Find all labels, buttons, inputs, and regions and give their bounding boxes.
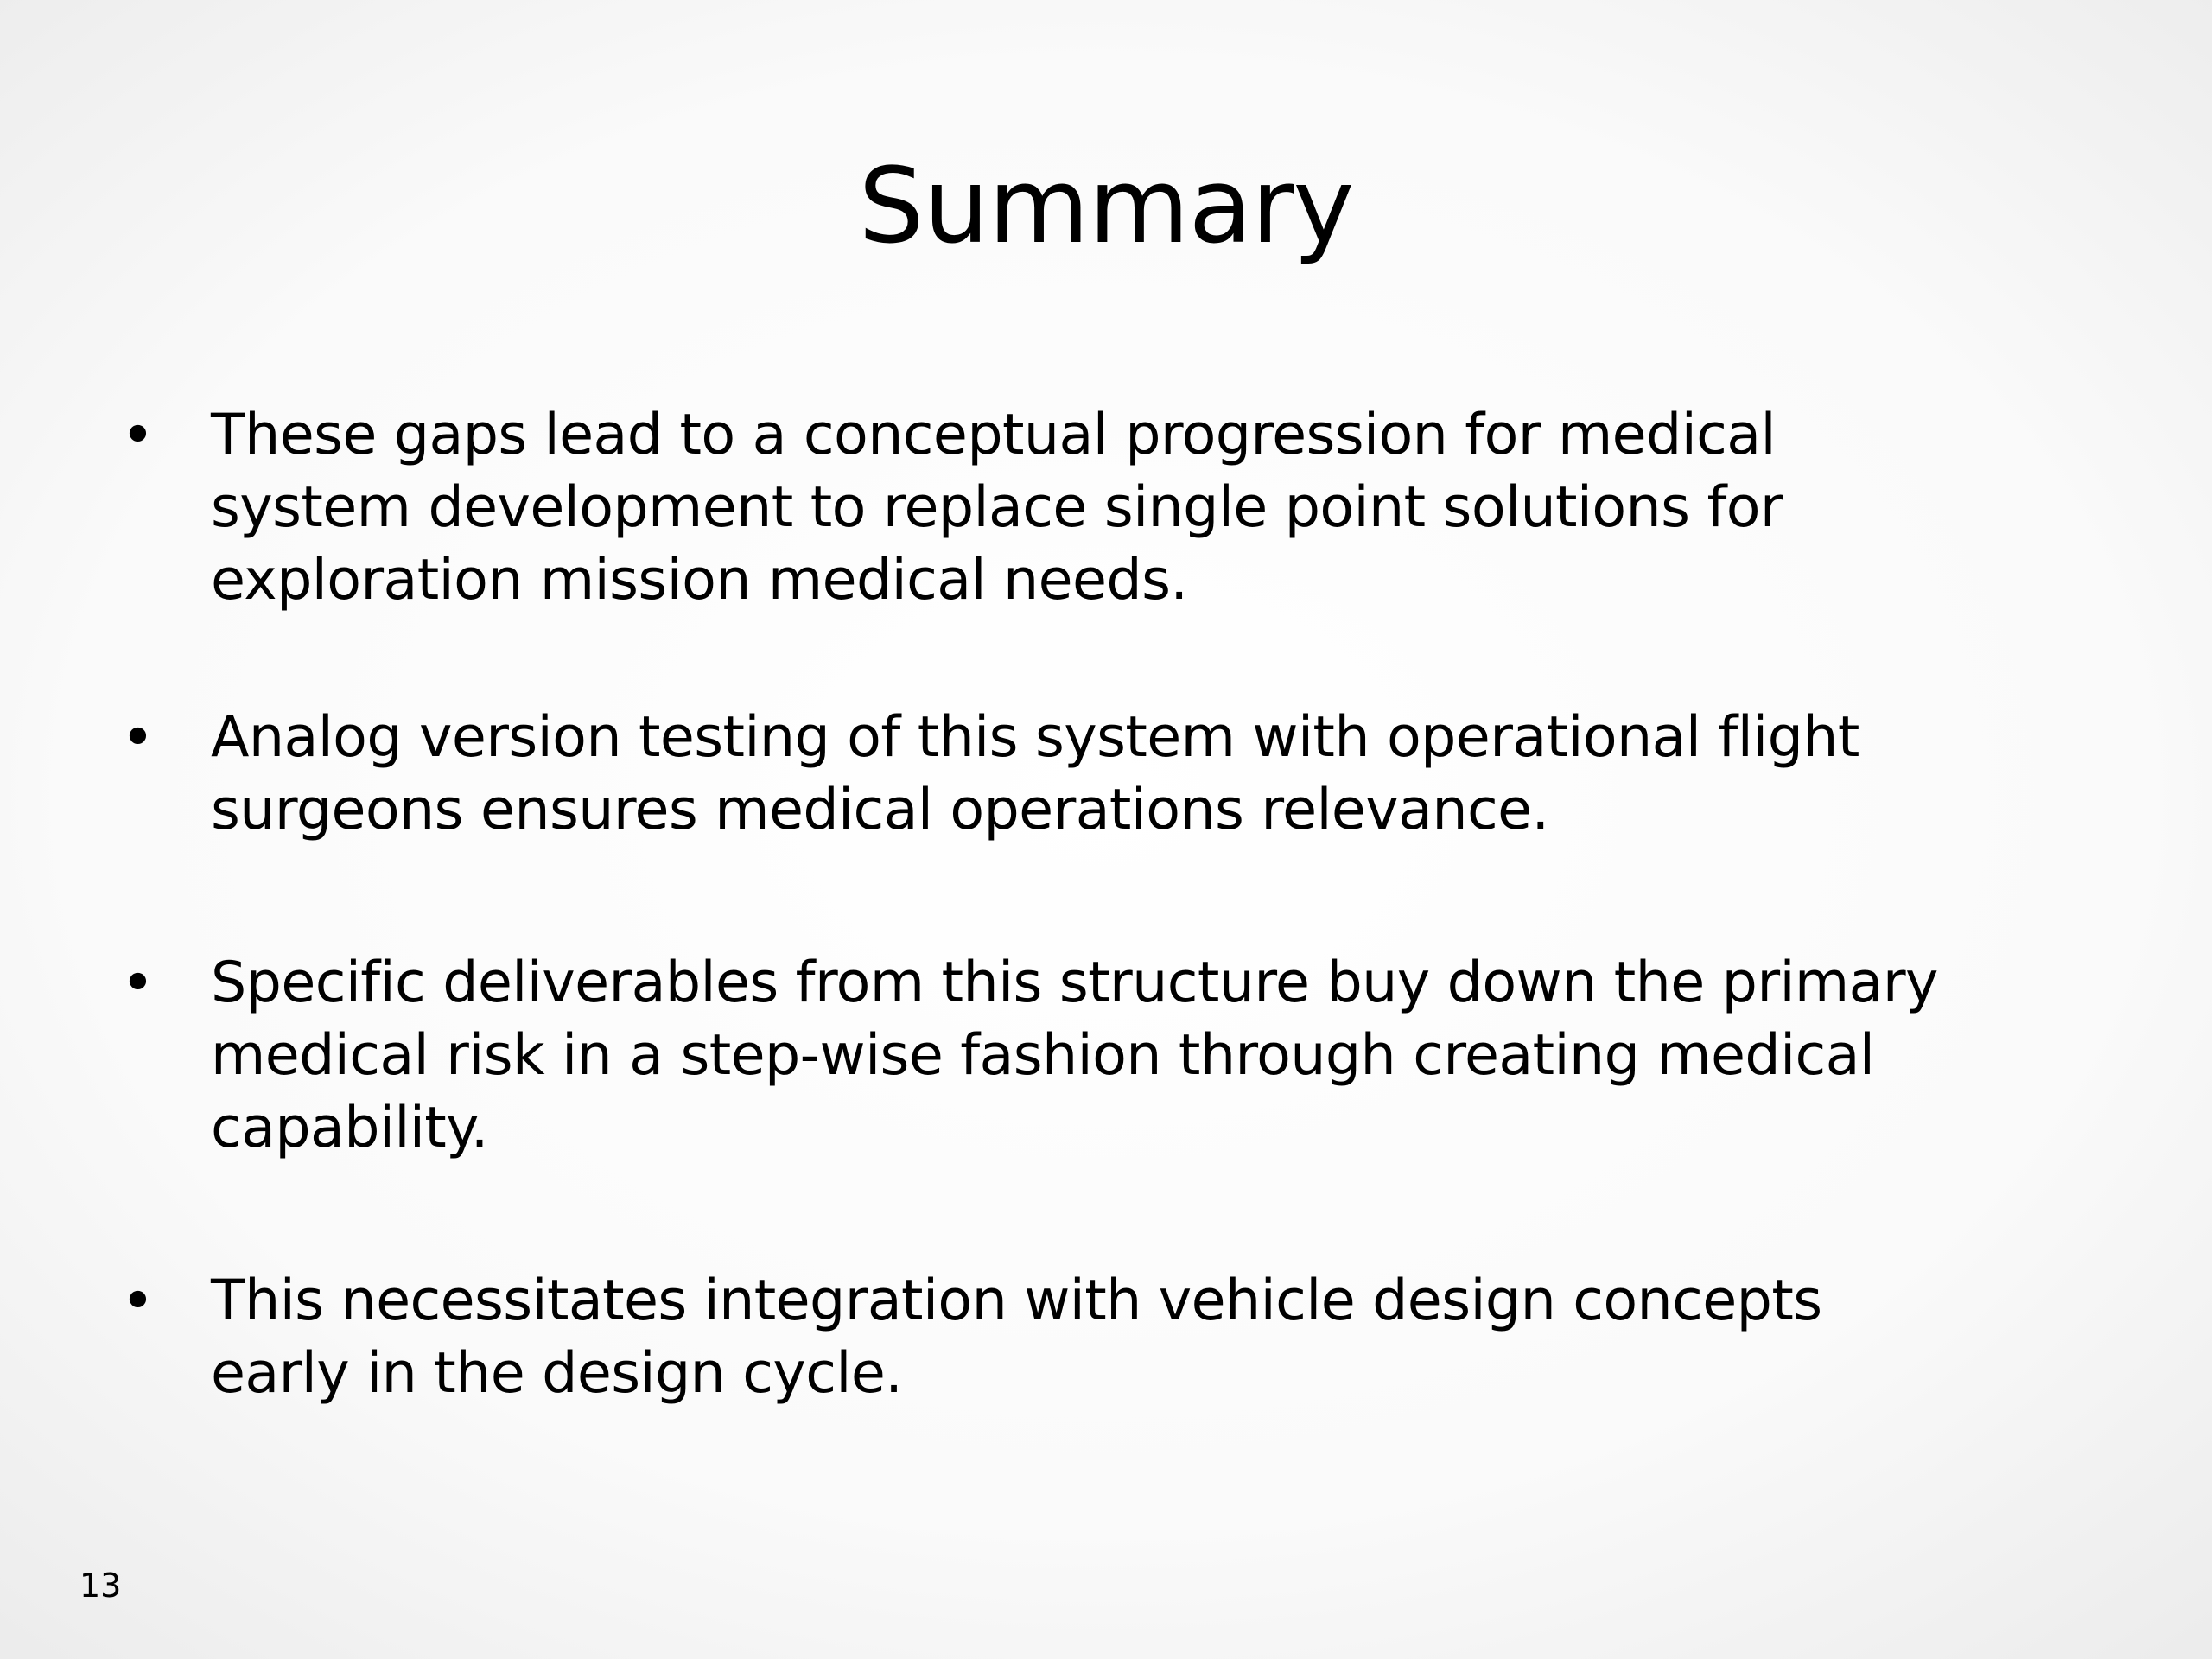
slide-number: 13 — [79, 1567, 122, 1605]
bullet-line: early in the design cycle. — [211, 1341, 903, 1406]
bullet-text — [211, 947, 2108, 1165]
bullet-line: This necessitates integration with vehicle design concepts — [211, 1268, 1822, 1333]
bullet-line: exploration mission medical needs. — [211, 548, 1188, 613]
bullet-icon: • — [121, 704, 155, 771]
bullet-item — [121, 399, 2108, 617]
bullet-item — [121, 947, 2108, 1165]
bullet-icon: • — [121, 402, 155, 468]
bullet-text — [211, 399, 2108, 617]
bullet-text — [211, 702, 2108, 847]
bullet-line: system development to replace single point solutions for — [211, 475, 1783, 540]
bullet-line: medical risk in a step-wise fashion through creating medical — [211, 1023, 1875, 1088]
bullet-line: These gaps lead to a conceptual progression for medical — [211, 403, 1776, 467]
bullet-text — [211, 1265, 2108, 1410]
bullet-line: Analog version testing of this system with operational flight — [211, 705, 1859, 770]
bullet-icon: • — [121, 950, 155, 1016]
bullet-item — [121, 1265, 2108, 1410]
bullet-line: surgeons ensures medical operations relevance. — [211, 778, 1549, 842]
bullet-line: Specific deliverables from this structure buy down the primary — [211, 950, 1938, 1015]
slide-title: Summary — [858, 147, 1354, 267]
bullet-item — [121, 702, 2108, 847]
bullet-line: capability. — [211, 1096, 488, 1160]
bullet-icon: • — [121, 1268, 155, 1334]
